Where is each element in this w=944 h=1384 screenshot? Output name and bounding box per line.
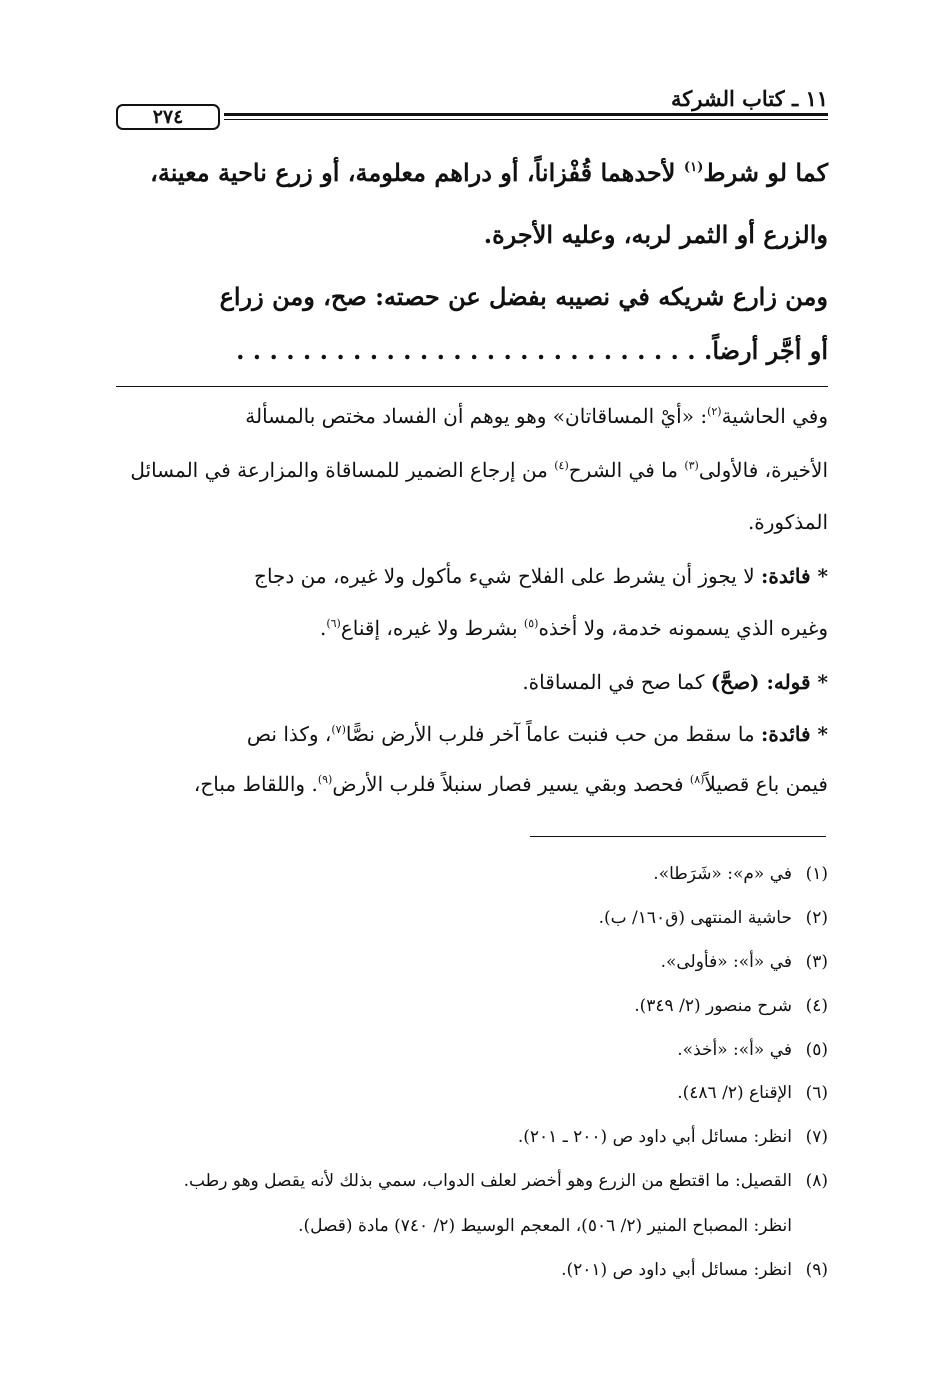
matn-line-3: ومن زارع شريكه في نصيبه بفضل عن حصته: صح، ومن زراع: [219, 282, 828, 311]
footnote-ref[interactable]: (٧): [331, 722, 346, 736]
footnote-8-continuation: انظر: المصباح المنير (٢/ ٥٠٦)، المعجم الوسيط (٢/ ٧٤٠) مادة (قصل).: [298, 1216, 792, 1236]
matn-line-4: أو أجَّر أرضاً. . . . . . . . . . . . . . . . . . . . . . . . . . . . .: [236, 336, 828, 365]
header-rule-thin: [224, 119, 828, 120]
footnote-3: (٣)في «أ»: «فأولى».: [660, 952, 828, 972]
footnote-ref[interactable]: (٤): [554, 458, 569, 472]
footnote-9: (٩)انظر: مسائل أبي داود ص (٢٠١).: [561, 1260, 828, 1280]
footnote-divider: [530, 836, 826, 837]
page-number-box: ٢٧٤: [116, 104, 220, 130]
sharh-p1-line-3: المذكورة.: [747, 510, 828, 534]
footnote-ref[interactable]: (٩): [317, 772, 333, 786]
footnote-ref[interactable]: (٥): [523, 616, 539, 630]
footnote-8: (٨)القصيل: ما اقتطع من الزرع وهو أخضر لعلف الدواب، سمي بذلك لأنه يقصل وهو رطب.: [183, 1171, 828, 1191]
footnote-ref[interactable]: (٨): [689, 772, 705, 786]
footnote-4: (٤)شرح منصور (٢/ ٣٤٩).: [634, 996, 828, 1016]
footnote-5: (٥)في «أ»: «أخذ».: [677, 1040, 828, 1060]
sharh-p2-line-2: وغيره الذي يسمونه خدمة، ولا أخذه$^{(٥)}$ بشرط ولا غيره، إقناع$^{(٦)}$.: [319, 616, 828, 640]
footnote-ref[interactable]: (٢): [707, 404, 722, 418]
matn-sharh-divider: [116, 386, 828, 387]
sharh-p4-line-1: * فائدة: ما سقط من حب فنبت عاماً آخر فلرب الأرض نصًّا$^{(٧)}$، وكذا نص: [246, 722, 828, 746]
footnote-ref[interactable]: (١): [683, 160, 704, 176]
footnote-1: (١)في «م»: «شَرَطا».: [653, 864, 828, 884]
running-header-chapter: ١١ ـ كتاب الشركة: [671, 86, 828, 111]
footnote-ref[interactable]: (٣): [684, 458, 699, 472]
sharh-p1-line-1: وفي الحاشية$^{(٢)}$: «أيْ المساقاتان» وهو يوهم أن الفساد مختص بالمسألة: [245, 404, 828, 428]
sharh-p3: * قوله: (صحَّ) كما صح في المساقاة.: [522, 670, 828, 694]
matn-line-2: والزرع أو الثمر لربه، وعليه الأجرة.: [483, 220, 828, 249]
sharh-p2-line-1: * فائدة: لا يجوز أن يشرط على الفلاح شيء مأكول ولا غيره، من دجاج: [254, 564, 828, 588]
footnote-6: (٦)الإقناع (٢/ ٤٨٦).: [677, 1083, 828, 1103]
footnote-7: (٧)انظر: مسائل أبي داود ص (٢٠٠ ـ ٢٠١).: [517, 1127, 828, 1147]
footnote-2: (٢)حاشية المنتهى (ق١٦٠/ ب).: [598, 908, 828, 928]
sharh-p1-line-2: الأخيرة، فالأولى$^{(٣)}$ ما في الشرح$^{(٤)}$ من إرجاع الضمير للمساقاة والمزارعة في المسائل: [130, 458, 828, 482]
matn-line-1: كما لو شرط$^{(١)}$ لأحدهما قُفْزاناً، أو دراهم معلومة، أو زرع ناحية معينة،: [150, 158, 828, 187]
header-rule-thick: [224, 113, 828, 116]
sharh-p4-line-2: فيمن باع قصيلاً$^{(٨)}$ فحصد وبقي يسير فصار سنبلاً فلرب الأرض$^{(٩)}$. واللقاط مباح،: [193, 772, 828, 796]
footnote-ref[interactable]: (٦): [326, 616, 341, 630]
